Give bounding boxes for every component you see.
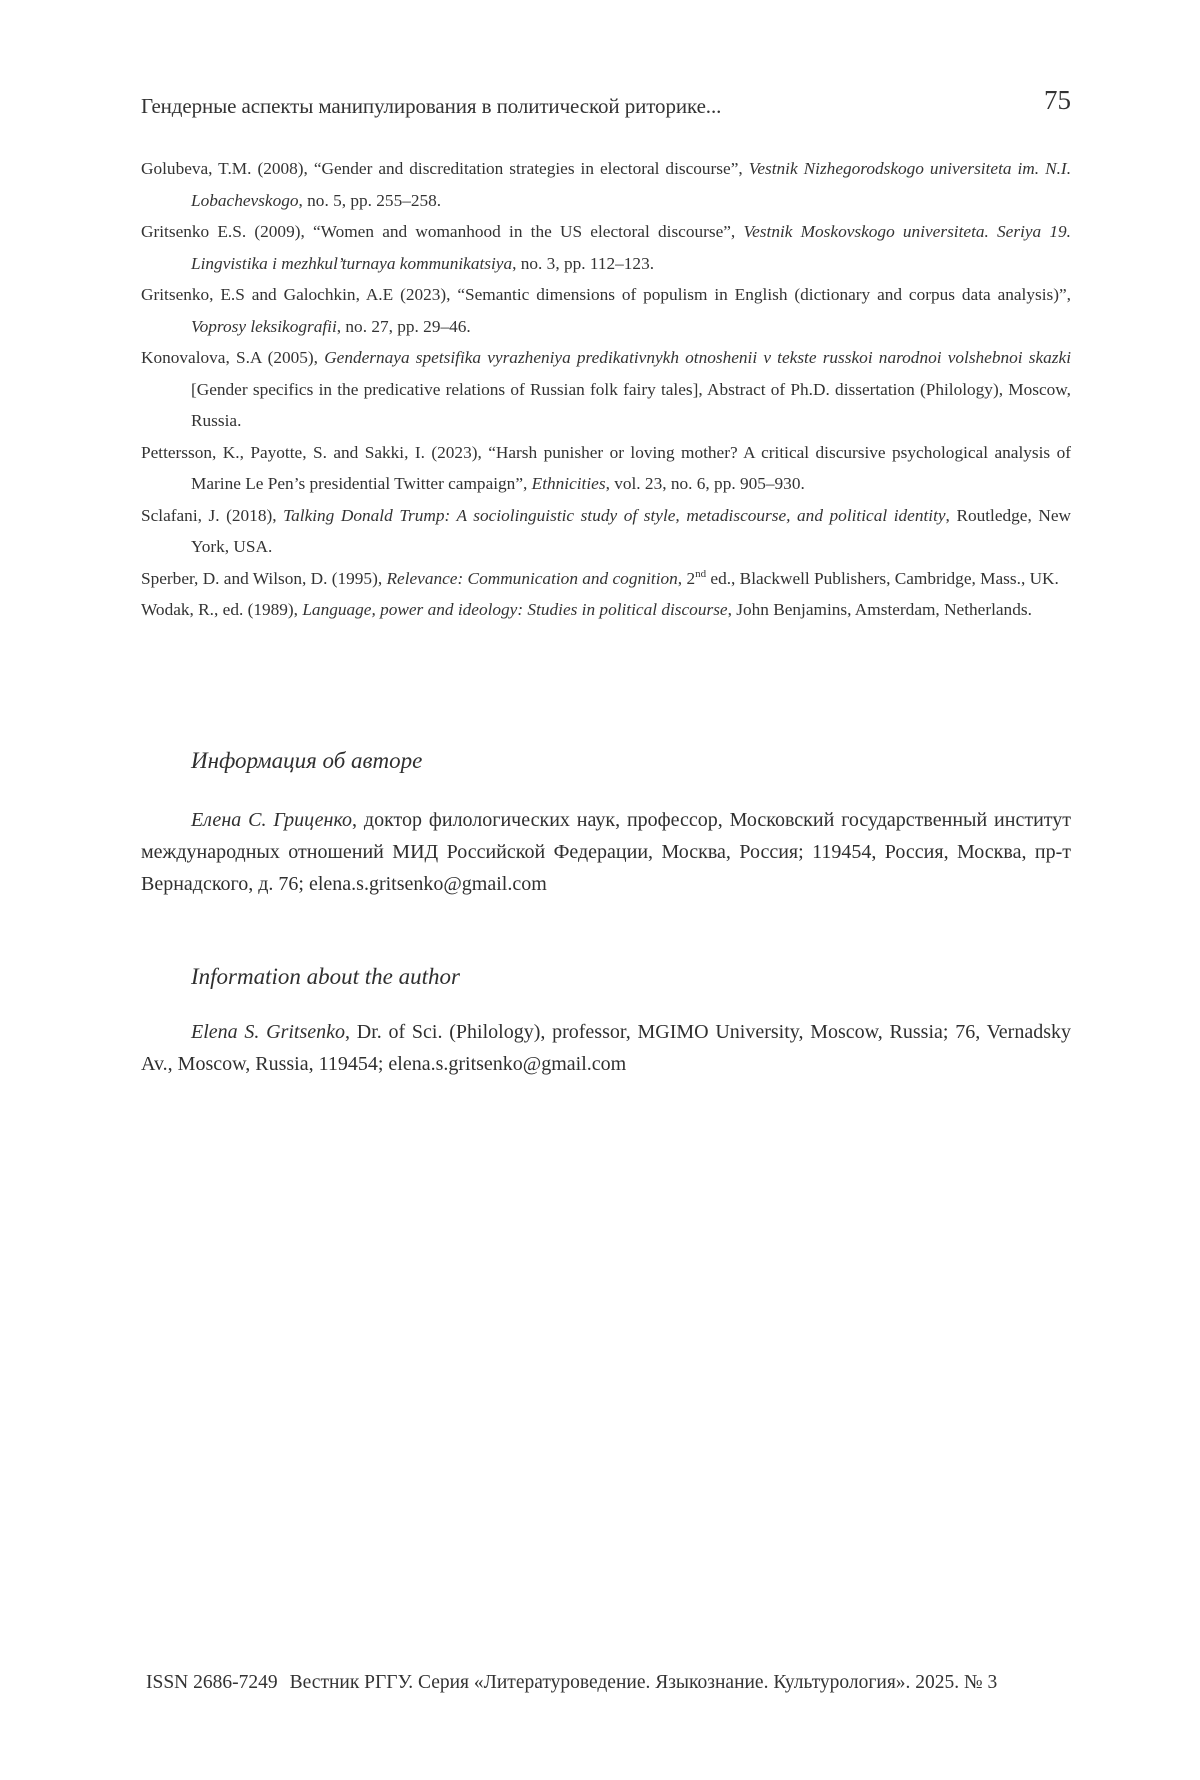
footer-issn: ISSN 2686-7249 bbox=[146, 1672, 278, 1693]
footer-journal: Вестник РГГУ. Серия «Литературоведение. Языкознание. Культурология». 2025. № 3 bbox=[289, 1672, 998, 1693]
author-info-ru bbox=[141, 746, 1071, 900]
author-info-en-text: Elena S. Gritsenko, Dr. of Sci. (Philology), professor, MGIMO University, Moscow, Russia; 76, Vernadsky Av., Moscow, Russia, 119454; elena.s.gritsenko@gmail.com bbox=[141, 1021, 1072, 1075]
author-info-en bbox=[141, 962, 1071, 1080]
page-number: 75 bbox=[1044, 85, 1071, 115]
reference-item: Golubeva, T.M. (2008), “Gender and discreditation strategies in electoral discourse”, Vestnik Nizhegorodskogo universiteta im. N.I. Lobachevskogo, no. 5, pp. 255–258. bbox=[141, 159, 1072, 210]
reference-list bbox=[141, 153, 1071, 626]
author-name-en: Elena S. Gritsenko bbox=[191, 1021, 346, 1043]
reference-item: Gritsenko, E.S and Galochkin, A.E (2023), “Semantic dimensions of populism in English (dictionary and corpus data analysis)”, Voprosy leksikografii, no. 27, pp. 29–46. bbox=[141, 285, 1071, 336]
reference-item: Gritsenko E.S. (2009), “Women and womanhood in the US electoral discourse”, Vestnik Moskovskogo universiteta. Seriya 19. Lingvistika i mezhkul’turnaya kommunikatsiya, no. 3, pp. 112–123. bbox=[141, 222, 1072, 273]
journal-footer bbox=[146, 1670, 1070, 1696]
reference-item: Pettersson, K., Payotte, S. and Sakki, I. (2023), “Harsh punisher or loving mother? A critical discursive psychological analysis of Marine Le Pen’s presidential Twitter campaign”, Ethnicities, vol. 23, no. 6, pp. 905–930. bbox=[141, 442, 1071, 493]
author-info-ru-text: Елена С. Гриценко, доктор филологических наук, профессор, Московский государственный институт международных отношений МИД Российской Федерации, Москва, Россия; 119454, Россия, Москва, пр-т Вернадского, д. 76; elena.s.gritsenko@gmail.com bbox=[141, 809, 1071, 895]
running-title: Гендерные аспекты манипулирования в политической риторике... bbox=[141, 94, 722, 118]
reference-item: Konovalova, S.A (2005), Gendernaya spetsifika vyrazheniya predikativnykh otnoshenii v tekste russkoi narodnoi volshebnoi skazki [Gender specifics in the predicative relations of Russian folk fairy tales], Abstract of Ph.D. dissertation (Philology), Moscow, Russia. bbox=[141, 348, 1071, 430]
author-info-ru-heading: Информация об авторе bbox=[191, 748, 423, 773]
author-name-ru: Елена С. Гриценко bbox=[191, 809, 353, 831]
reference-item: Sclafani, J. (2018), Talking Donald Trump: A sociolinguistic study of style, metadiscourse, and political identity, Routledge, New York, USA. bbox=[141, 505, 1072, 556]
reference-item: Sperber, D. and Wilson, D. (1995), Relevance: Communication and cognition, 2nd ed., Blackwell Publishers, Cambridge, Mass., UK. bbox=[141, 567, 1059, 588]
reference-item: Wodak, R., ed. (1989), Language, power and ideology: Studies in political discourse, John Benjamins, Amsterdam, Netherlands. bbox=[141, 600, 1032, 619]
author-info-en-heading: Information about the author bbox=[191, 964, 460, 989]
